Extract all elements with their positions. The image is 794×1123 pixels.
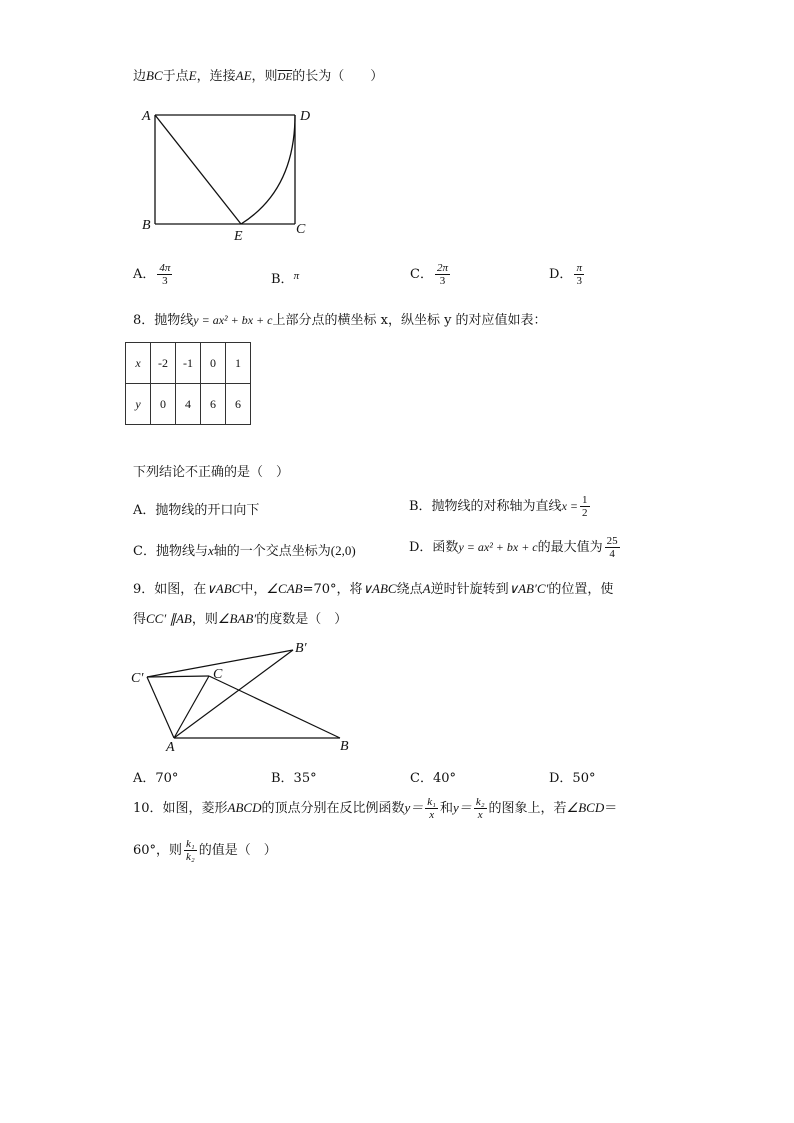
q7-arc-de [241,115,295,224]
q8-question: 下列结论不正确的是（ ） [133,465,290,480]
q9-label-a: A [166,740,175,755]
q7-stem: 边BC于点E，连接AE，则$\overline{DE}$的长为（ ） [133,68,384,84]
q9-segment-ac [174,676,209,738]
q9-segment-c1a [147,677,174,738]
q7-label-b: B [142,218,151,233]
q10-stem-line2: 60°，则 $\frac{\text{k₁}}{\text{k₂}}$ 的值是（ ） [133,838,277,863]
table-row: x -2 -1 0 1 [126,343,251,384]
q7-option-d[interactable]: D． $\frac{\pi}{3}$ [549,262,582,287]
q7-option-a[interactable]: A． $\frac{4\pi}{3}$ [133,262,171,287]
q9-label-c1: C′ [131,671,144,686]
q9-option-c[interactable]: C．40° [410,771,456,786]
q8-stem: 8．抛物线y = ax² + bx + c上部分点的横坐标 x，纵坐标 y 的对应值如表： [133,313,547,328]
q9-option-a[interactable]: A．70° [133,771,179,786]
q9-option-b[interactable]: B．35° [271,771,317,786]
q7-option-b[interactable]: B．$^\pi$ [271,270,300,287]
q7-rectangle-figure [130,100,330,245]
q9-rotation-figure [128,638,358,756]
q7-label-d: D [300,109,311,124]
q9-label-b1: B′ [295,641,307,656]
q9-label-c: C [213,667,223,682]
q8-option-d[interactable]: D．函数y = ax² + bx + c的最大值为 $\frac{25}{4}$ [409,535,618,560]
q10-stem-line1: 10．如图，菱形ABCD的顶点分别在反比例函数y＝ $\frac{\text{k₁}}{x}$ 和y＝ $\frac{\text{k₂}}{x}$ 的图象上，若∠BCD＝ [133,796,618,821]
q8-option-a[interactable]: A．抛物线的开口向下 [133,503,260,518]
q7-label-e: E [234,229,243,244]
q7-label-c: C [296,222,306,237]
q9-label-b: B [340,739,349,754]
q9-stem-line1: 9．如图，在∨ABC中，∠CAB=70°，将∨ABC绕点A逆时针旋转到∨AB′C′的位置，使 [133,581,614,597]
q7-segment-ae [155,115,241,224]
q9-segment-c1c [147,676,209,677]
arc-de-notation: $\overline{DE}$ [277,71,293,83]
q8-value-table [125,342,251,425]
q9-stem-line2: 得CC′ ∥AB，则∠BAB′的度数是（ ） [133,611,348,627]
q7-label-a: A [142,109,151,124]
q8-option-c[interactable]: C．抛物线与x轴的一个交点坐标为(2,0) [133,543,356,559]
q9-segment-ab1 [174,650,293,738]
q7-option-c[interactable]: C． $\frac{2\pi}{3}$ [410,262,448,287]
q9-option-d[interactable]: D．50° [549,771,596,786]
q8-option-b[interactable]: B．抛物线的对称轴为直线x = $\frac{1}{2}$ [409,494,588,519]
q9-segment-cb [209,676,340,738]
table-row: y 0 4 6 6 [126,384,251,425]
